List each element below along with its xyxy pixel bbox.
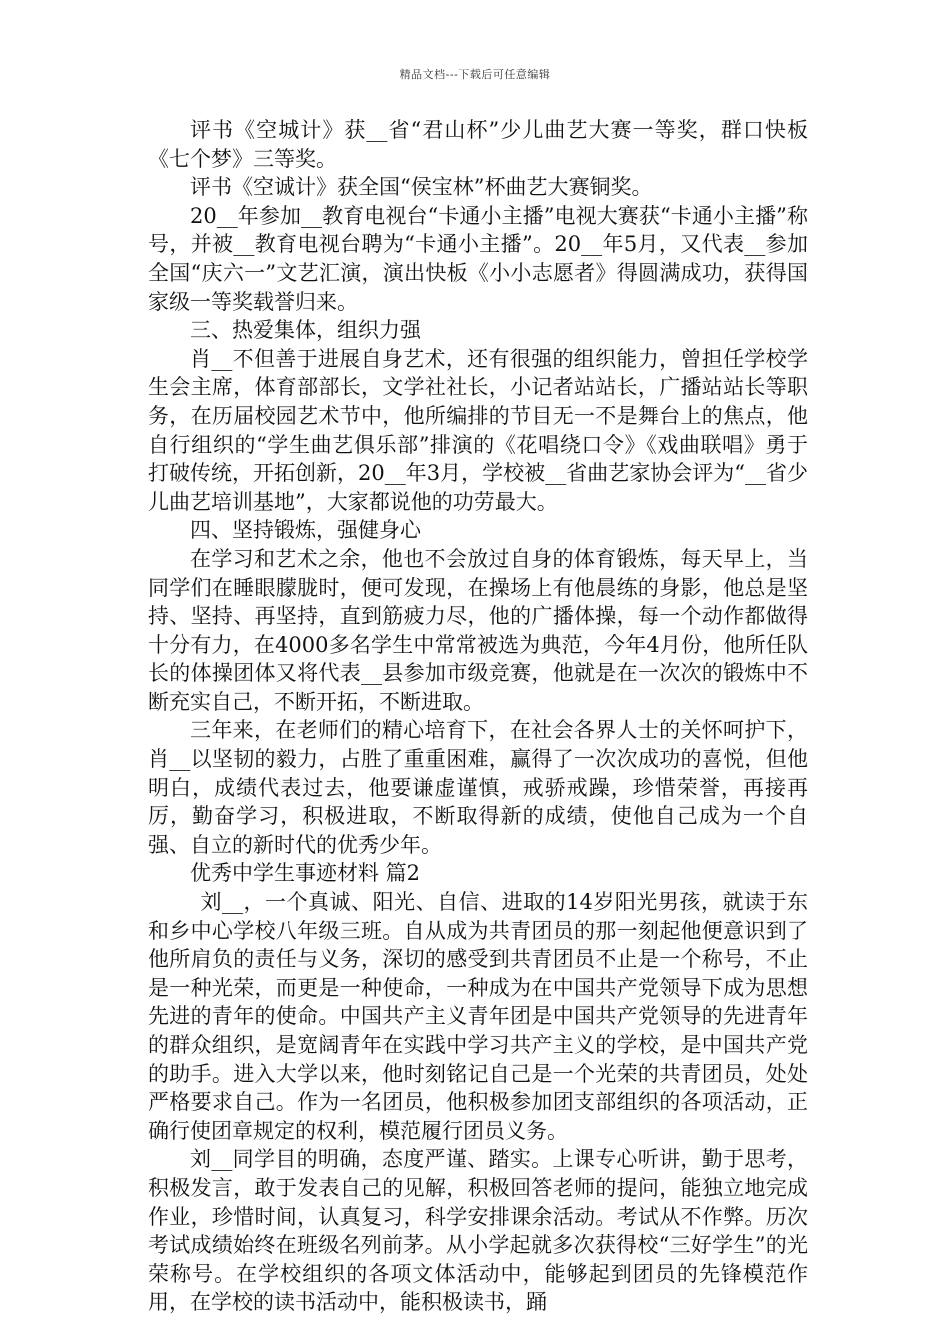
document-header: 精品文档---下载后可任意编辑 — [399, 68, 551, 81]
paragraph-award-1: 评书《空城计》获__省“君山杯”少儿曲艺大赛一等奖，群口快板《七个梦》三等奖。 — [148, 118, 808, 171]
paragraph-exercise: 在学习和艺术之余，他也不会放过自身的体育锻炼，每天早上，当同学们在睡眼朦胧时，便可发现，在操场上有他晨练的身影，他总是坚持、坚持、再坚持，直到筋疲力尽，他的广播体操，每一个动作都做得十分有力，在4000多名学生中常常被选为典范，今年4月份，他所任队长的体操团体又将代表__县参加市级竞赛，他就是在一次次的锻炼中不断充实自己，不断开拓，不断进取。 — [148, 546, 808, 714]
section-heading-collective: 三、热爱集体，组织力强 — [190, 318, 421, 343]
paragraph-summary: 三年来，在老师们的精心培育下，在社会各界人士的关怀呵护下，肖__以坚韧的毅力，占胜了重重困难，赢得了一次次成功的喜悦，但他明白，成绩代表过去，他要谦虚谨慎，戒骄戒躁，珍惜荣誉，再接再厉，勤奋学习，积极进取，不断取得新的成绩，使他自己成为一个自强、自立的新时代的优秀少年。 — [148, 718, 808, 857]
paragraph-award-2: 评书《空诚计》获全国“侯宝林”杯曲艺大赛铜奖。 — [190, 175, 653, 200]
paragraph-liu-study: 刘__同学目的明确，态度严谨、踏实。上课专心听讲，勤于思考，积极发言，敢于发表自己的见解，积极回答老师的提问，能独立地完成作业，珍惜时间，认真复习，科学安排课余活动。考试从不作弊。历次考试成绩始终在班级名列前茅。从小学起就多次获得校“三好学生”的光荣称号。在学校组织的各项文体活动中，能够起到团员的先锋模范作用，在学校的读书活动中，能积极读书，踊 — [148, 1147, 808, 1315]
document-body — [148, 116, 808, 1317]
paragraph-organization: 肖__不但善于进展自身艺术，还有很强的组织能力，曾担任学校学生会主席，体育部部长，文学社社长，小记者站站长，广播站站长等职务，在历届校园艺术节中，他所编排的节目无一不是舞台上的焦点，他自行组织的“学生曲艺俱乐部”排演的《花唱绕口令》《戏曲联唱》勇于打破传统，开拓创新，20__年3月，学校被__省曲艺家协会评为“__省少儿曲艺培训基地”，大家都说他的功劳最大。 — [148, 346, 808, 514]
article-title-part-2: 优秀中学生事迹材料 篇2 — [190, 861, 421, 886]
paragraph-tv-host: 20__年参加__教育电视台“卡通小主播”电视大赛获“卡通小主播”称号，并被__教育电视台聘为“卡通小主播”。20__年5月，又代表__参加全国“庆六一”文艺汇演，演出快板《小小志愿者》得圆满成功，获得国家级一等奖载誉归来。 — [148, 203, 808, 314]
paragraph-liu-intro: 刘__，一个真诚、阳光、自信、进取的14岁阳光男孩，就读于东和乡中心学校八年级三班。自从成为共青团员的那一刻起他便意识到了他所肩负的责任与义务，深切的感受到共青团员不止是一个称号，不止是一种光荣，而更是一种使命，一种成为在中国共产党领导下成为思想先进的青年的使命。中国共产主义青年团是中国共产党领导的先进青年的群众组织，是宽阔青年在实践中学习共产主义的学校，是中国共产党的助手。进入大学以来，他时刻铭记自己是一个光荣的共青团员，处处严格要求自己。作为一名团员，他积极参加团支部组织的各项活动，正确行使团章规定的权利，模范履行团员义务。 — [148, 890, 808, 1143]
section-heading-exercise: 四、坚持锻炼，强健身心 — [190, 518, 421, 543]
